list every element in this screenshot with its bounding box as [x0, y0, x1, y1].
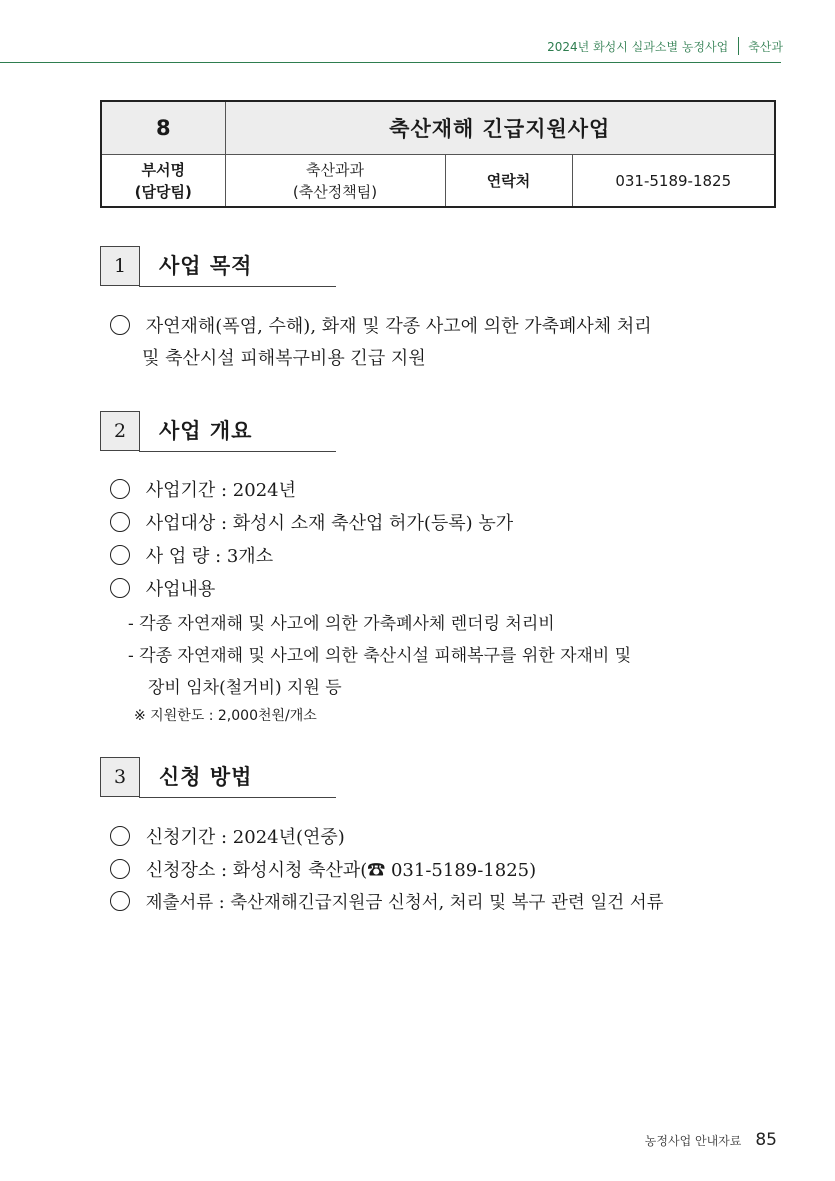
list-item	[110, 823, 345, 849]
list-item	[110, 575, 215, 601]
list-item-text: 제출서류 : 축산재해긴급지원금 신청서, 처리 및 복구 관련 일건 서류	[145, 893, 664, 913]
dash-item: - 각종 자연재해 및 사고에 의한 가축폐사체 렌더링 처리비	[128, 614, 555, 634]
header-title: 2024년 화성시 실과소별 농정사업	[547, 39, 729, 54]
list-item-text: 사업내용	[145, 579, 216, 600]
list-item	[110, 509, 513, 535]
section-number: 1	[100, 246, 140, 286]
list-item	[110, 312, 652, 338]
section-number: 2	[100, 411, 140, 451]
list-item	[110, 542, 273, 568]
circle-bullet-icon	[110, 479, 130, 499]
section-underline	[139, 797, 336, 798]
header-rule	[0, 62, 781, 63]
section-number: 3	[100, 757, 140, 797]
list-item-text: 사업기간 : 2024년	[145, 480, 296, 501]
dept-label-line1: 부서명	[141, 160, 185, 179]
footer-title: 농정사업 안내자료	[644, 1134, 742, 1148]
section-title: 사업 개요	[159, 419, 253, 443]
contact-value: 031-5189-1825	[572, 155, 775, 208]
dept-value	[225, 155, 445, 208]
circle-bullet-icon	[110, 578, 130, 598]
list-item	[110, 476, 296, 502]
list-item	[110, 889, 664, 914]
circle-bullet-icon	[110, 512, 130, 532]
list-item-text: 신청장소 : 화성시청 축산과(☎ 031-5189-1825)	[145, 860, 537, 881]
circle-bullet-icon	[110, 826, 130, 846]
circle-bullet-icon	[110, 545, 130, 565]
project-info-table	[100, 100, 776, 208]
header-department: 축산과	[748, 39, 783, 54]
dash-item: - 각종 자연재해 및 사고에 의한 축산시설 피해복구를 위한 자재비 및	[128, 646, 632, 666]
dept-label	[101, 155, 225, 208]
section-3-heading	[100, 757, 336, 797]
dept-label-line2: (담당팀)	[134, 182, 192, 201]
section-underline	[139, 286, 336, 287]
list-item-continuation: 및 축산시설 피해복구비용 긴급 지원	[142, 348, 426, 369]
dept-value-line2: (축산정책팀)	[292, 182, 378, 201]
section-title: 사업 목적	[159, 254, 253, 278]
list-item-text: 사업대상 : 화성시 소재 축산업 허가(등록) 농가	[145, 513, 514, 534]
page-number: 85	[755, 1130, 777, 1150]
running-header	[547, 36, 783, 56]
project-title: 축산재해 긴급지원사업	[225, 101, 775, 155]
section-2-heading	[100, 411, 336, 451]
list-item-text: 자연재해(폭염, 수해), 화재 및 각종 사고에 의한 가축폐사체 처리	[145, 316, 652, 337]
support-limit-note: ※ 지원한도 : 2,000천원/개소	[134, 708, 317, 724]
section-underline	[139, 451, 336, 452]
dept-value-line1: 축산과과	[306, 160, 364, 179]
circle-bullet-icon	[110, 315, 130, 335]
section-1-heading	[100, 246, 336, 286]
header-divider	[738, 37, 739, 55]
circle-bullet-icon	[110, 891, 130, 911]
page-footer	[645, 1130, 777, 1150]
list-item-text: 사 업 량 : 3개소	[145, 546, 274, 567]
dash-item-continuation: 장비 임차(철거비) 지원 등	[148, 678, 342, 698]
contact-label: 연락처	[445, 155, 572, 208]
list-item	[110, 856, 536, 882]
project-number: 8	[101, 101, 225, 155]
section-title: 신청 방법	[159, 765, 253, 789]
list-item-text: 신청기간 : 2024년(연중)	[145, 827, 345, 848]
circle-bullet-icon	[110, 859, 130, 879]
